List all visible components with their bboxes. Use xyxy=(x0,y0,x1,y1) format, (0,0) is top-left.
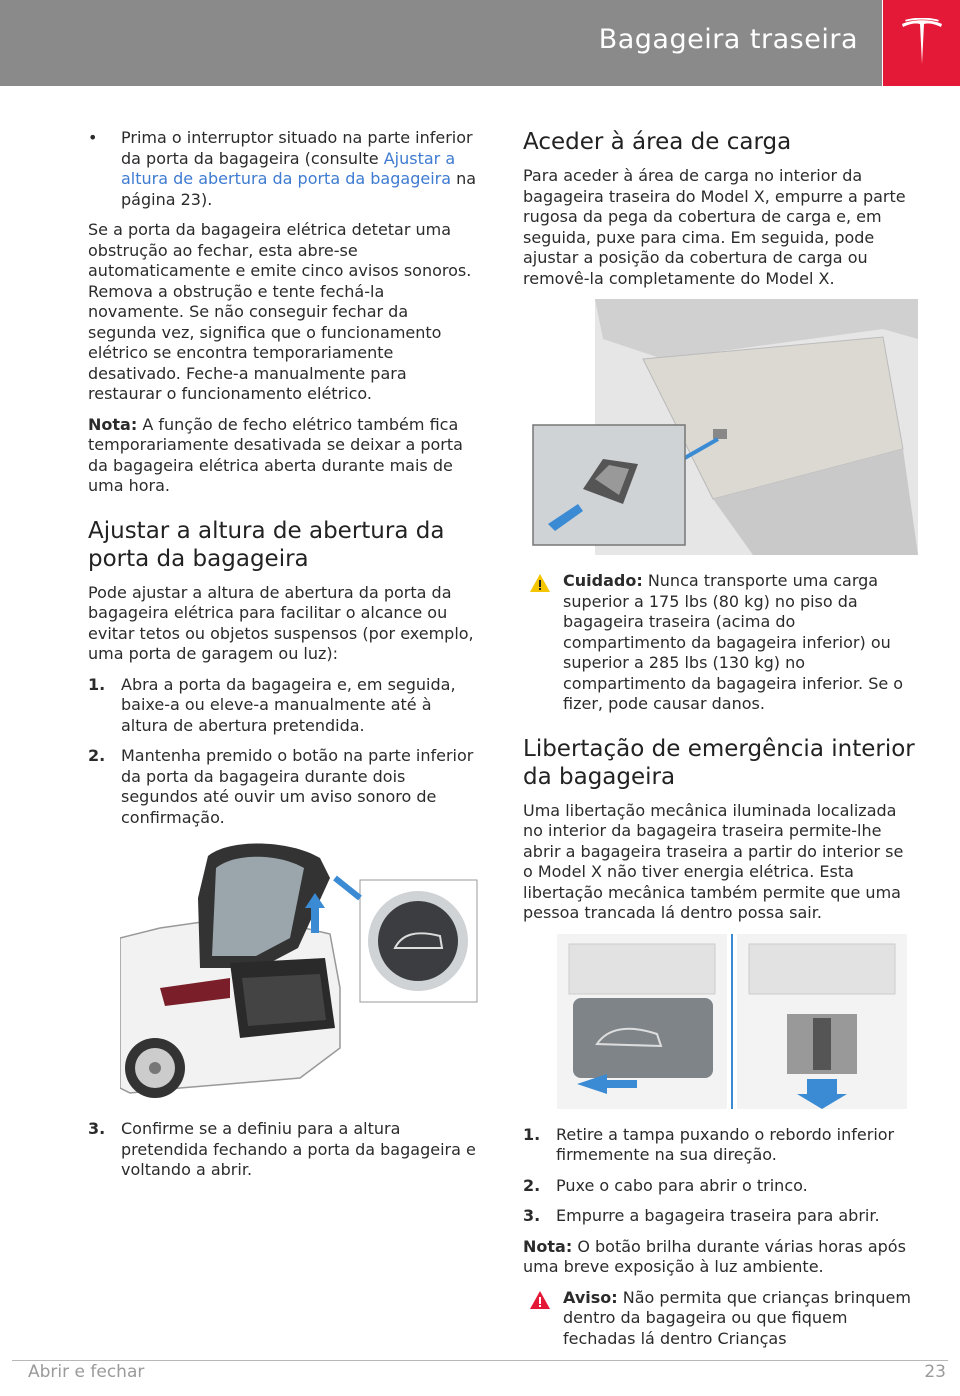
section-heading: Aceder à área de carga xyxy=(523,129,792,155)
note xyxy=(88,415,480,497)
warning-triangle-icon xyxy=(529,1290,551,1310)
note-text: A função de fecho elétrico também fica temporariamente desativada se deixar a porta da bagageira elétrica aberta durante mais de uma hora. xyxy=(88,414,463,495)
step-number: 2. xyxy=(523,1175,541,1195)
paragraph: Para aceder à área de carga no interior da bagageira traseira do Model X, empurre a parte rugosa da pega da cobertura de carga e, em seguida, puxe para cima. Em seguida, pode ajustar a posição da cobertura de carga ou removê-la completamente do Model X. xyxy=(523,166,906,288)
bullet-text-end: na página 23). xyxy=(121,169,477,209)
bullet-text: Prima o interruptor situado na parte inferior da porta da bagageira (consulte xyxy=(121,128,473,168)
step-item xyxy=(523,1176,918,1197)
step-text: Empurre a bagageira traseira para abrir. xyxy=(556,1206,880,1225)
footer-section-name: Abrir e fechar xyxy=(28,1362,145,1382)
step-text: Retire a tampa puxando o rebordo inferior firmemente na sua direção. xyxy=(556,1124,895,1164)
section-heading: Ajustar a altura de abertura da porta da bagageira xyxy=(88,517,445,572)
paragraph: Uma libertação mecânica iluminada localizada no interior da bagageira traseira permite-lhe abrir a bagageira traseira a partir do interior se o Model X não tiver energia elétrica. Esta libertação mecânica também permite que uma pessoa trancada lá dentro possa sair. xyxy=(523,800,904,922)
emergency-release-illustration xyxy=(557,934,907,1109)
step-number: 1. xyxy=(88,674,106,694)
warning-label: Aviso: xyxy=(563,1287,618,1307)
paragraph: Pode ajustar a altura de abertura da porta da bagageira elétrica para facilitar o alcance ou evitar tetos ou objetos suspensos (por exemplo, uma porta de garagem ou luz): xyxy=(88,582,474,663)
step-item xyxy=(88,746,480,828)
paragraph: Se a porta da bagageira elétrica detetar uma obstrução ao fechar, esta abre-se automaticamente e emite cinco avisos sonoros. Remova a obstrução e tente fechá-la novamente. Se não conseguir fechar da segunda vez, significa que o funcionamento elétrico se encontra temporariamente desativado. Feche-a manualmente para restaurar o funcionamento elétrico. xyxy=(88,220,472,403)
cargo-cover-image xyxy=(523,299,918,555)
step-number: 1. xyxy=(523,1124,541,1144)
list-item xyxy=(88,128,480,210)
caution-label: Cuidado: xyxy=(563,571,643,590)
step-text: Confirme se a definiu para a altura pretendida fechando a porta da bagageira e voltando a abrir. xyxy=(121,1119,476,1179)
liftgate-illustration xyxy=(120,838,480,1103)
step-text: Mantenha premido o botão na parte inferior da porta da bagageira durante dois segundos até ouvir um aviso sonoro de confirmação. xyxy=(121,746,474,827)
page-title: Bagageira traseira xyxy=(598,24,858,55)
release-panel-image xyxy=(557,934,907,1109)
step-text: Puxe o cabo para abrir o trinco. xyxy=(556,1175,808,1195)
section-heading: Libertação de emergência interior da bagageira xyxy=(523,735,915,790)
step-item xyxy=(523,1206,918,1227)
caution-box xyxy=(523,571,918,715)
step-number: 3. xyxy=(523,1206,541,1225)
tesla-logo-icon xyxy=(900,18,944,66)
caution-triangle-icon xyxy=(529,573,551,593)
page-header-bar xyxy=(0,0,882,86)
step-item xyxy=(88,1119,480,1181)
step-text: Abra a porta da bagageira e, em seguida, baixe-a ou eleve-a manualmente até à altura de abertura pretendida. xyxy=(121,674,456,735)
car-liftgate-image xyxy=(120,838,480,1103)
footer-divider xyxy=(12,1360,948,1361)
brand-logo-box xyxy=(883,0,960,86)
cargo-area-illustration xyxy=(523,299,918,555)
right-column xyxy=(523,128,918,1363)
left-column xyxy=(88,128,480,1191)
caution-text: Nunca transporte uma carga superior a 175 lbs (80 kg) no piso da bagageira traseira (acima do compartimento da bagageira inferior) ou superior a 285 lbs (130 kg) no compartimento da bagageira inferior. Se o fizer, pode causar danos. xyxy=(563,571,904,713)
warning-box xyxy=(523,1288,918,1350)
note-text: O botão brilha durante várias horas após uma breve exposição à luz ambiente. xyxy=(523,1236,906,1276)
step-item xyxy=(88,675,480,737)
step-number: 3. xyxy=(88,1119,106,1138)
step-number: 2. xyxy=(88,746,106,765)
note xyxy=(523,1237,918,1278)
cross-reference-link[interactable]: Ajustar a altura de abertura da porta da bagageira xyxy=(121,148,456,188)
note-label: Nota: xyxy=(88,414,138,434)
step-item xyxy=(523,1125,918,1166)
note-label: Nota: xyxy=(523,1236,573,1256)
footer-page-number: 23 xyxy=(924,1362,946,1382)
warning-text: Não permita que crianças brinquem dentro da bagageira ou que fiquem fechadas lá dentro Crianças xyxy=(563,1287,911,1348)
